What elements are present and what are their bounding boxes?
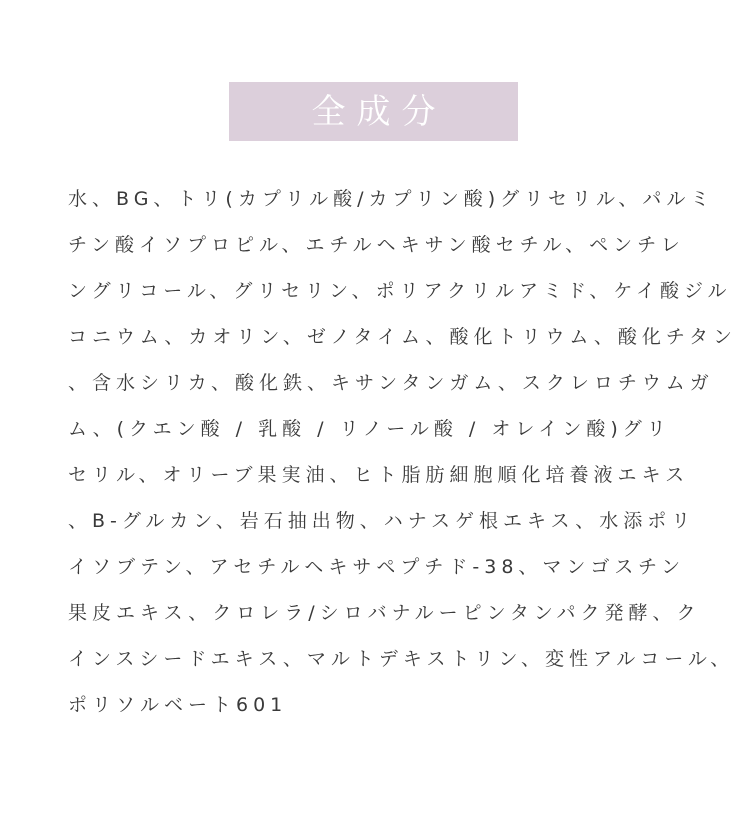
ingredients-line: ポリソルベート601: [68, 694, 288, 716]
section-title: 全成分: [311, 91, 447, 132]
ingredients-line: チン酸イソプロピル、エチルヘキサン酸セチル、ペンチレ: [68, 234, 685, 256]
ingredients-line: ングリコール、グリセリン、ポリアクリルアミド、ケイ酸ジル: [68, 280, 732, 302]
ingredients-line: ム、(クエン酸 / 乳酸 / リノール酸 / オレイン酸)グリ: [68, 418, 671, 440]
ingredients-line: 、B-グルカン、岩石抽出物、ハナスゲ根エキス、水添ポリ: [68, 510, 696, 532]
ingredients-line: セリル、オリーブ果実油、ヒト脂肪細胞順化培養液エキス: [68, 464, 690, 486]
ingredients-line: インスシードエキス、マルトデキストリン、変性アルコール、: [68, 648, 735, 670]
ingredients-line: 、含水シリカ、酸化鉄、キサンタンガム、スクレロチウムガ: [68, 372, 714, 394]
ingredients-line: コニウム、カオリン、ゼノタイム、酸化トリウム、酸化チタン: [68, 326, 737, 348]
ingredients-line: 果皮エキス、クロレラ/シロバナルーピンタンパク発酵、ク: [68, 602, 701, 624]
ingredients-list: [68, 176, 737, 728]
ingredients-line: イソブテン、アセチルヘキサペプチド-38、マンゴスチン: [68, 556, 686, 578]
section-title-banner: [229, 82, 518, 141]
ingredients-line: 水、BG、トリ(カプリル酸/カプリン酸)グリセリル、パルミ: [68, 188, 715, 210]
